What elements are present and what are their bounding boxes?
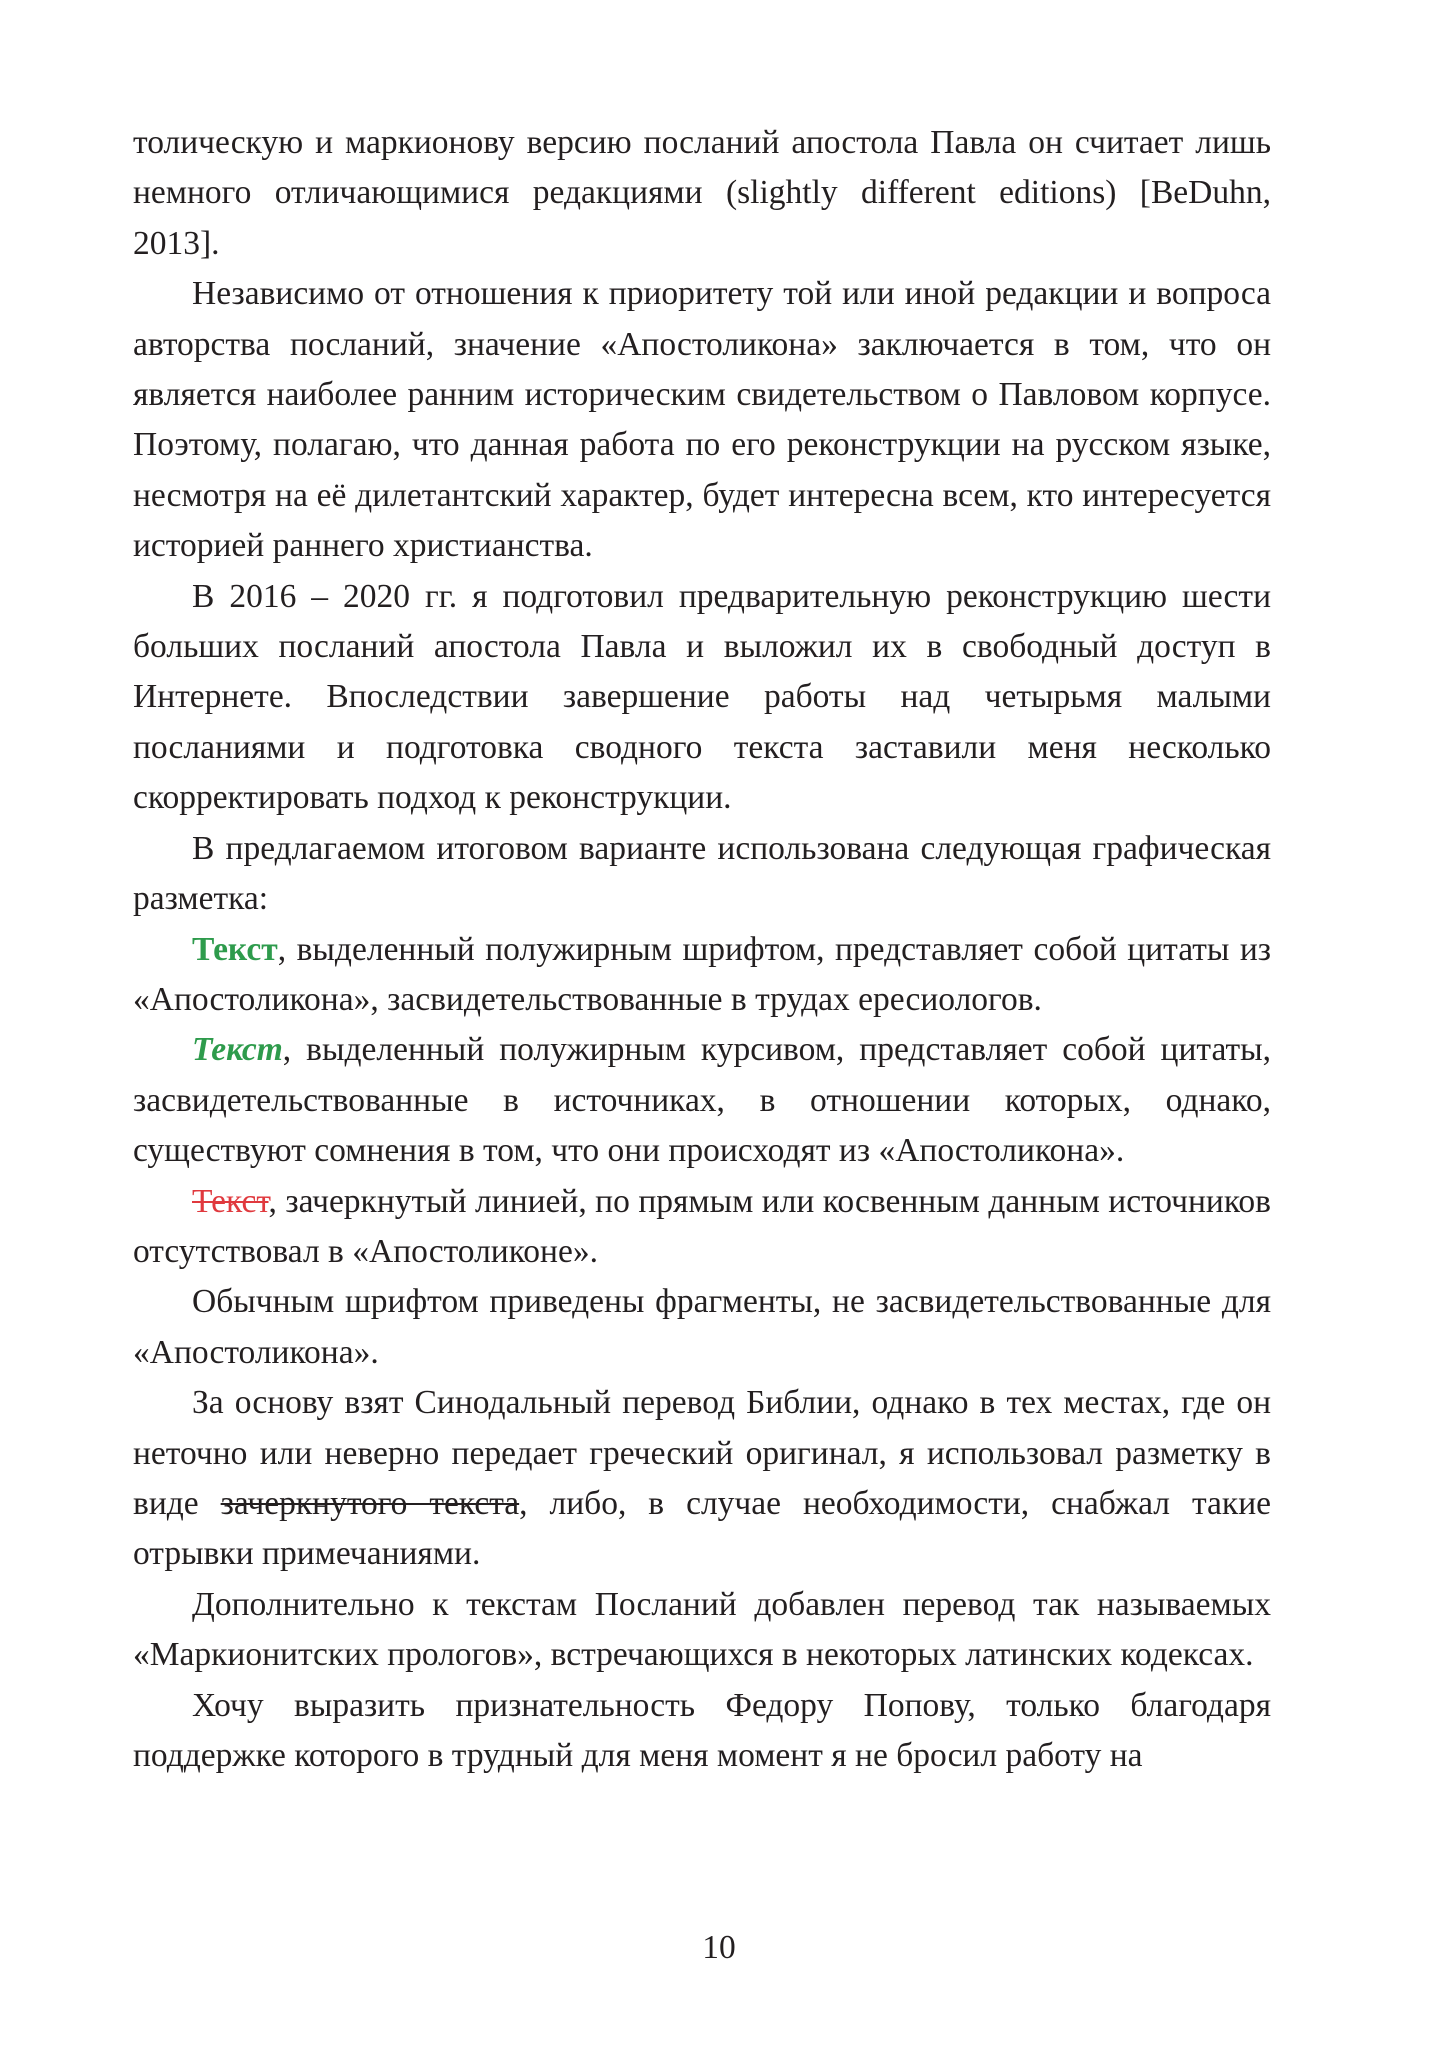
page-number: 10 — [702, 1929, 736, 1966]
paragraph-markup-regular: Обычным шрифтом приведены фрагменты, не засвидетельствованные для «Апостоликона». — [133, 1283, 1271, 1371]
markup-sample-bold-italic: Текст — [192, 1031, 283, 1069]
paragraph-prologues: Дополнительно к текстам Посланий добавлен перевод так называемых «Маркионитских прологов», встречающихся в некоторых латинских кодексах. — [133, 1585, 1271, 1674]
struck-text-sample: зачеркнутого текста — [220, 1484, 520, 1522]
paragraph-markup-intro: В предлагаемом итоговом варианте использована следующая графическая разметка: — [133, 829, 1271, 918]
paragraph-markup-bold — [133, 925, 1271, 1026]
markup-sample-bold: Текст — [192, 930, 278, 968]
page-body — [133, 118, 1271, 1781]
markup-strikethrough-description: , зачеркнутый линией, по прямым или косвенным данным источников отсутствовал в «Апостоликоне». — [133, 1182, 1271, 1270]
paragraph-significance: Независимо от отношения к приоритету той или иной редакции и вопроса авторства посланий, значение «Апостоликона» заключается в том, что он является наиболее ранним историческим свидетельством о Павловом корпусе. Поэтому, полагаю, что данная работа по его реконструкции на русском языке, несмотря на её дилетантский характер, будет интересна всем, кто интересуется историей раннего христианства. — [133, 275, 1271, 565]
paragraph-acknowledgement: Хочу выразить признательность Федору Попову, только благодаря поддержке которого в трудный для меня момент я не бросил работу на — [133, 1686, 1271, 1774]
translation-basis-after: , либо, в случае необходимости, снабжал такие отрывки примечаниями. — [133, 1484, 1271, 1573]
paragraph-markup-bold-italic — [133, 1025, 1271, 1176]
markup-bold-italic-description: , выделенный полужирным курсивом, представляет собой цитаты, засвидетельствованные в источниках, в отношении которых, однако, существуют сомнения в том, что они происходят из «Апостоликона». — [133, 1031, 1271, 1170]
paragraph-markup-strikethrough — [133, 1177, 1271, 1278]
markup-bold-description: , выделенный полужирным шрифтом, представляет собой цитаты из «Апостоликона», засвидетельствованные в трудах ересиологов. — [133, 930, 1271, 1018]
paragraph-history: В 2016 – 2020 гг. я подготовил предварительную реконструкцию шести больших посланий апостола Павла и выложил их в свободный доступ в Интернете. Впоследствии завершение работы над четырьмя малыми посланиями и подготовка сводного текста заставили меня несколько скорректировать подход к реконструкции. — [133, 577, 1271, 817]
translation-basis-before: За основу взят Синодальный перевод Библии, однако в тех местах, где он неточно или неверно передает греческий оригинал, я использовал разметку в виде — [133, 1384, 1271, 1522]
markup-sample-strikethrough: Текст — [192, 1182, 269, 1220]
paragraph-translation-basis — [133, 1378, 1271, 1580]
paragraph-continuation: толическую и маркионову версию посланий апостола Павла он считает лишь немного отличающимися редакциями (slightly different editions) [BeDuhn, 2013]. — [133, 124, 1271, 262]
